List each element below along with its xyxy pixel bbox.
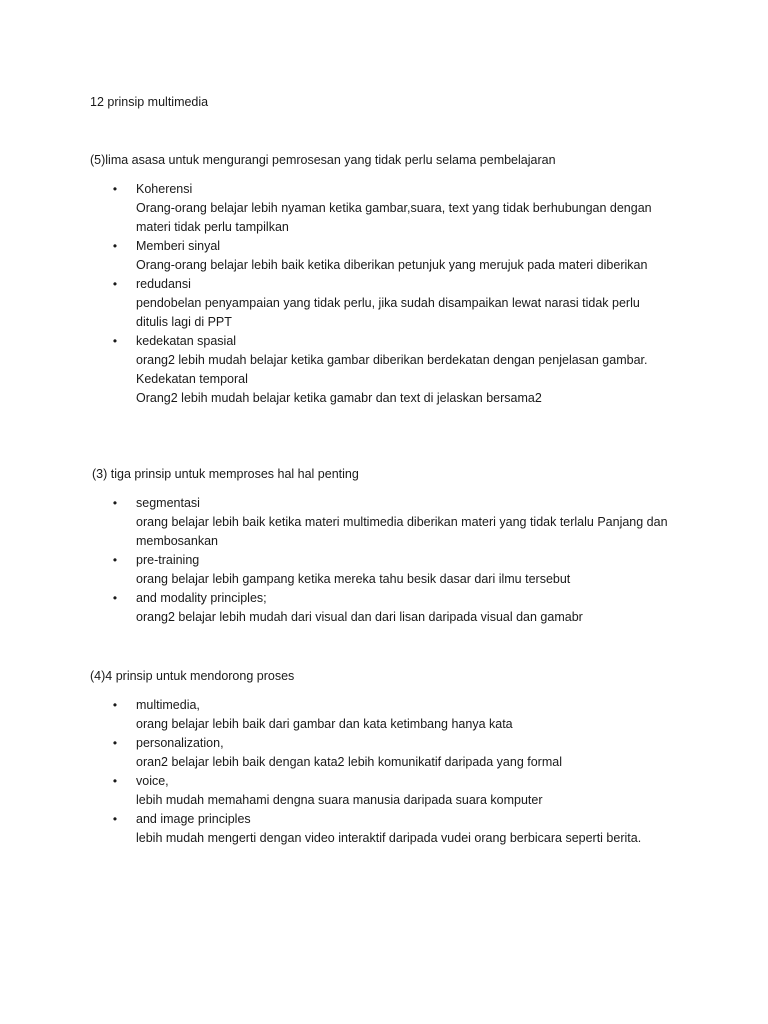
bullet-icon: •	[112, 334, 118, 348]
list-item	[110, 589, 670, 627]
list-item	[110, 180, 670, 237]
list-item	[110, 494, 670, 551]
section-1-list	[110, 180, 670, 408]
bullet-icon: •	[112, 591, 118, 605]
section-heading-1: (5)lima asasa untuk mengurangi pemrosesan yang tidak perlu selama pembelajaran	[90, 153, 556, 167]
item-title: segmentasi	[136, 496, 200, 510]
item-body: lebih mudah memahami dengna suara manusia daripada suara komputer	[136, 793, 543, 807]
bullet-icon: •	[112, 774, 118, 788]
bullet-icon: •	[112, 496, 118, 510]
bullet-icon: •	[112, 736, 118, 750]
list-item	[110, 332, 670, 408]
item-title: Koherensi	[136, 182, 193, 196]
item-body: Orang-orang belajar lebih nyaman ketika gambar,suara, text yang tidak berhubungan dengan materi tidak perlu tampilkan	[136, 201, 652, 234]
item-title: voice,	[136, 774, 169, 788]
item-body: orang belajar lebih baik ketika materi multimedia diberikan materi yang tidak terlalu Panjang dan membosankan	[136, 515, 668, 548]
item-extra-body: Orang2 lebih mudah belajar ketika gamabr dan text di jelaskan bersama2	[136, 391, 542, 405]
bullet-icon: •	[112, 698, 118, 712]
bullet-icon: •	[112, 239, 118, 253]
item-title: and image principles	[136, 812, 251, 826]
item-title: and modality principles;	[136, 591, 267, 605]
bullet-icon: •	[112, 182, 118, 196]
item-body: pendobelan penyampaian yang tidak perlu, jika sudah disampaikan lewat narasi tidak perlu ditulis lagi di PPT	[136, 296, 640, 329]
list-item	[110, 237, 670, 275]
item-body: Orang-orang belajar lebih baik ketika diberikan petunjuk yang merujuk pada materi diberikan	[136, 258, 648, 272]
item-body: oran2 belajar lebih baik dengan kata2 lebih komunikatif daripada yang formal	[136, 755, 562, 769]
item-body: orang2 lebih mudah belajar ketika gambar diberikan berdekatan dengan penjelasan gambar.	[136, 353, 648, 367]
list-item	[110, 772, 670, 810]
section-3-list	[110, 696, 670, 848]
section-heading-2: (3) tiga prinsip untuk memproses hal hal penting	[92, 467, 359, 481]
item-body: orang belajar lebih gampang ketika mereka tahu besik dasar dari ilmu tersebut	[136, 572, 571, 586]
item-title: multimedia,	[136, 698, 200, 712]
item-body: lebih mudah mengerti dengan video interaktif daripada vudei orang berbicara seperti berita.	[136, 831, 642, 845]
section-2-list	[110, 494, 670, 627]
item-body: orang belajar lebih baik dari gambar dan kata ketimbang hanya kata	[136, 717, 513, 731]
item-extra-title: Kedekatan temporal	[136, 372, 248, 386]
list-item	[110, 551, 670, 589]
document-title: 12 prinsip multimedia	[90, 95, 209, 109]
list-item	[110, 696, 670, 734]
bullet-icon: •	[112, 812, 118, 826]
item-body: orang2 belajar lebih mudah dari visual dan dari lisan daripada visual dan gamabr	[136, 610, 583, 624]
list-item	[110, 810, 670, 848]
item-title: redudansi	[136, 277, 191, 291]
list-item	[110, 275, 670, 332]
bullet-icon: •	[112, 277, 118, 291]
list-item	[110, 734, 670, 772]
item-title: pre-training	[136, 553, 200, 567]
item-title: kedekatan spasial	[136, 334, 237, 348]
section-heading-3: (4)4 prinsip untuk mendorong proses	[90, 669, 295, 683]
item-title: personalization,	[136, 736, 224, 750]
bullet-icon: •	[112, 553, 118, 567]
item-title: Memberi sinyal	[136, 239, 221, 253]
